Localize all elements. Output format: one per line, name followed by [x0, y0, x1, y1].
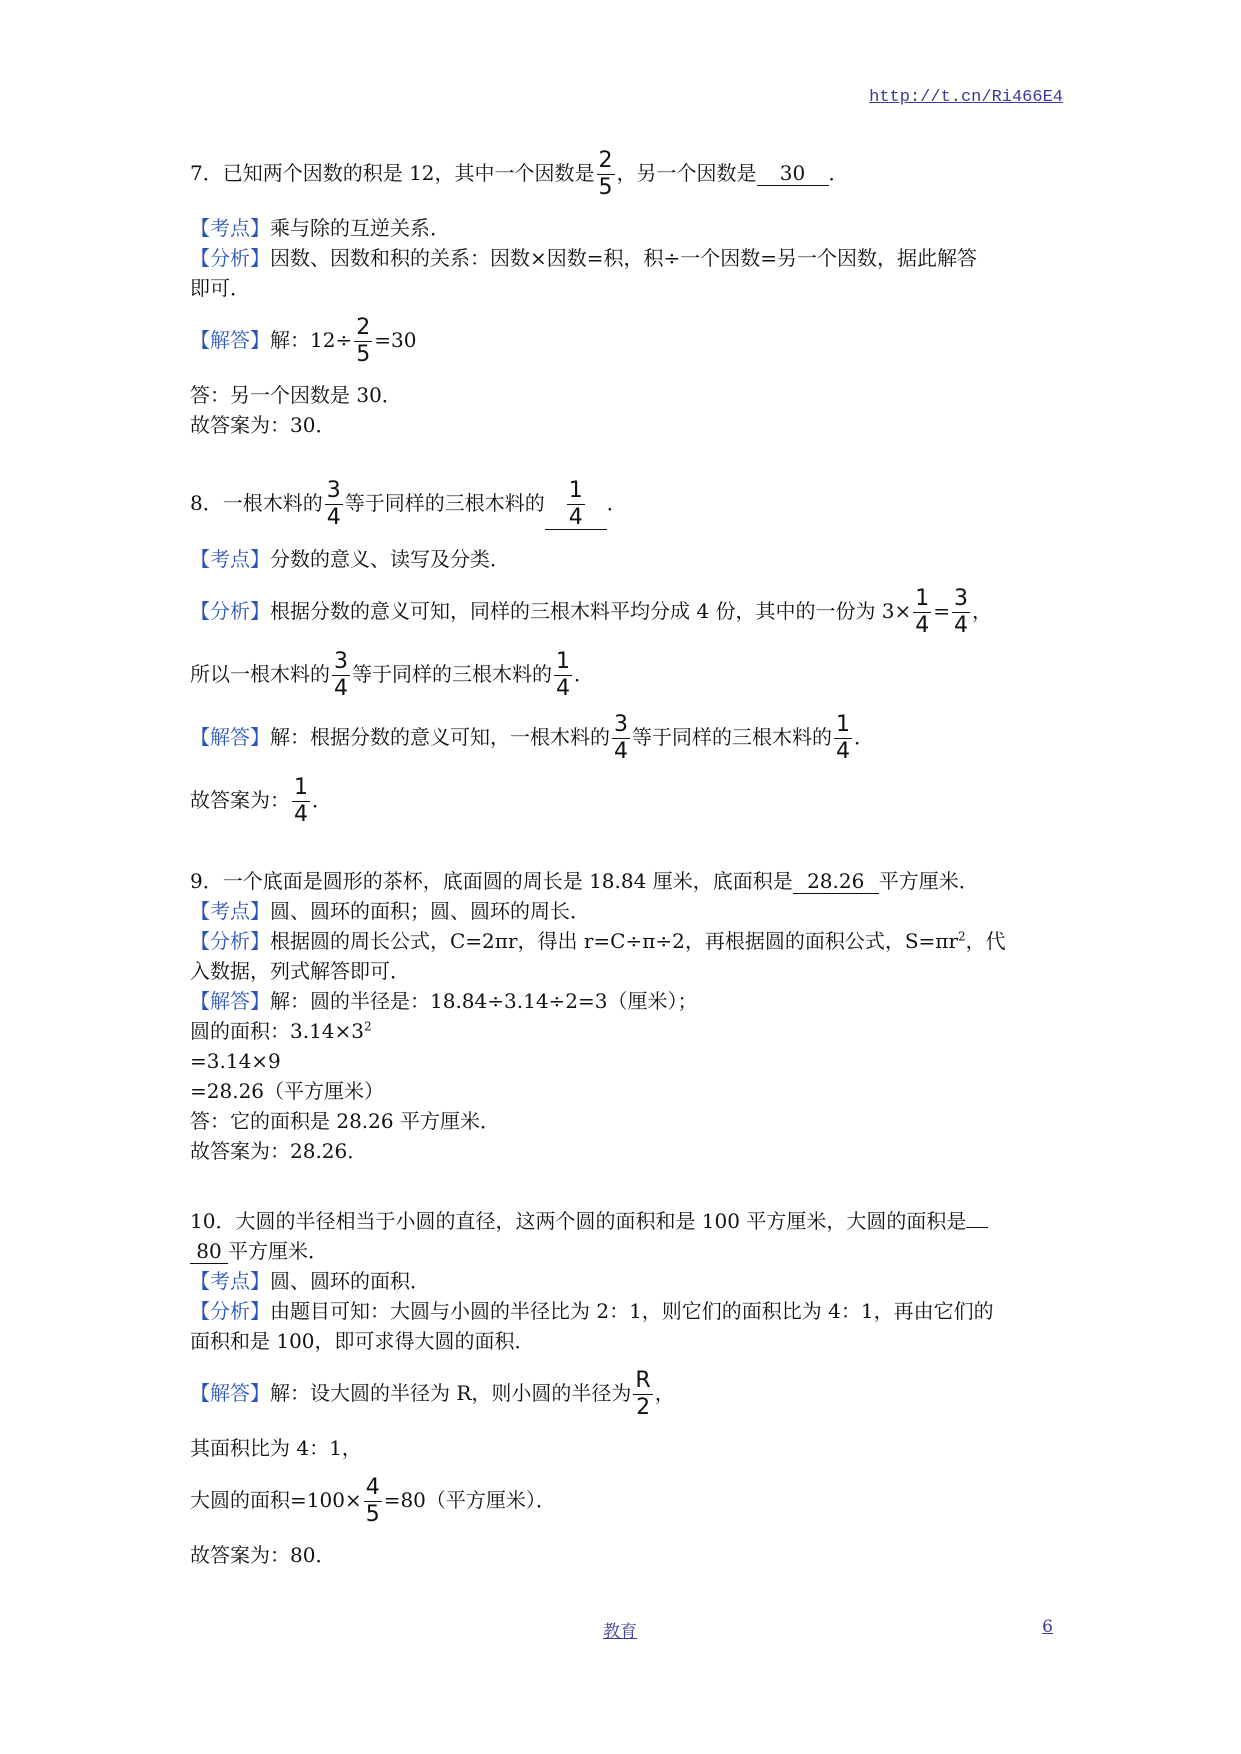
q10-step-1: 其面积比为 4：1， [190, 1436, 362, 1460]
kaodian-label: 【考点】 [190, 547, 270, 571]
kaodian-label: 【考点】 [190, 1269, 270, 1293]
header-url-link[interactable]: http://t.cn/Ri466E4 [869, 88, 1063, 107]
question-9 [190, 866, 1060, 1166]
fraction: $\frac{1}{4}$ [294, 775, 308, 827]
q9-jieda: 【解答】解：圆的半径是：18.84÷3.14÷2=3（厘米）； [190, 989, 698, 1013]
jieda-label: 【解答】 [190, 725, 270, 749]
q8-fenxi: 【分析】根据分数的意义可知，同样的三根木料平均分成 4 份，其中的一份为 3× $\frac{1}{4}$ = $\frac{3}{4}$ ， [190, 586, 993, 638]
q9-step-1: 圆的面积：$3.14\times 3^2$ [190, 1019, 372, 1043]
q10-stem: 10．大圆的半径相当于小圆的直径，这两个圆的面积和是 100 平方厘米，大圆的面积是 [190, 1206, 1060, 1236]
fraction: $\frac{3}{4}$ [954, 586, 969, 638]
answer-blank: 30 [757, 161, 829, 186]
q8-jieda: 【解答】解：根据分数的意义可知，一根木料的 $\frac{3}{4}$ 等于同样的三根木料的 $\frac{1}{4}$ ． [190, 712, 874, 764]
q9-step-2: =3.14×9 [190, 1049, 281, 1073]
q9-kaodian: 【考点】圆、圆环的面积；圆、圆环的周长． [190, 899, 590, 923]
jieda-label: 【解答】 [190, 1381, 270, 1405]
fraction: $\frac{4}{5}$ [365, 1475, 380, 1527]
fraction: $\frac{3}{4}$ [326, 478, 341, 530]
fenxi-label: 【分析】 [190, 1299, 270, 1323]
kaodian-label: 【考点】 [190, 216, 270, 240]
answer-blank: 80 [190, 1239, 228, 1264]
q9-stem: 9．一个底面是圆形的茶杯，底面圆的周长是 18.84 厘米，底面积是 28.26 平方厘米． [190, 869, 979, 893]
q8-stem: 8．一根木料的 $\frac{3}{4}$ 等于同样的三根木料的 $\frac{1}{4}$ ． [190, 478, 627, 530]
fraction: $\frac{2}{5}$ [598, 148, 613, 200]
q8-final-answer: 故答案为： $\frac{1}{4}$ ． [190, 775, 332, 827]
fraction: $\frac{R}{2}$ [635, 1368, 651, 1420]
fenxi-label: 【分析】 [190, 599, 270, 623]
kaodian-label: 【考点】 [190, 899, 270, 923]
fraction: $\frac{3}{4}$ [334, 649, 348, 701]
q7-stem: 7．已知两个因数的积是 12，其中一个因数是 $\frac{2}{5}$ ，另一个因数是 30 ． [190, 148, 849, 200]
q7-jieda: 【解答】解：12÷ $\frac{2}{5}$ =30 [190, 315, 417, 367]
question-10 [190, 1206, 1060, 1570]
q7-kaodian: 【考点】乘与除的互逆关系． [190, 216, 450, 240]
fraction: $\frac{2}{5}$ [356, 315, 371, 367]
footer-link[interactable]: 教育 [603, 1622, 637, 1642]
fraction: $\frac{1}{4}$ [836, 712, 850, 764]
fraction: $\frac{3}{4}$ [614, 712, 628, 764]
answer-blank: 28.26 [793, 869, 879, 894]
q7-fenxi: 【分析】因数、因数和积的关系：因数×因数=积，积÷一个因数=另一个因数，据此解答 [190, 246, 978, 270]
q10-final-answer: 故答案为：80． [190, 1543, 336, 1567]
jieda-label: 【解答】 [190, 989, 270, 1013]
q10-kaodian: 【考点】圆、圆环的面积． [190, 1269, 430, 1293]
q7-fenxi-cont: 即可． [190, 276, 250, 300]
q10-stem-cont: 80 平方厘米． [190, 1236, 1060, 1266]
question-8 [190, 480, 1060, 826]
answer-blank-start [966, 1227, 988, 1228]
page-number: 6 [1042, 1617, 1053, 1637]
q9-step-3: =28.26（平方厘米） [190, 1079, 385, 1103]
fenxi-label: 【分析】 [190, 246, 270, 270]
q10-fenxi: 【分析】由题目可知：大圆与小圆的半径比为 2：1，则它们的面积比为 4：1，再由它们的 [190, 1299, 994, 1323]
fenxi-label: 【分析】 [190, 929, 270, 953]
fraction: $\frac{1}{4}$ [915, 586, 930, 638]
answer-blank [545, 480, 607, 530]
question-7 [190, 150, 1060, 440]
q9-final-answer: 故答案为：28.26． [190, 1139, 368, 1163]
q9-fenxi: 【分析】根据圆的周长公式，C=2πr，得出 r=C÷π÷2，再根据圆的面积公式，$S=\pi r^2$，代 [190, 929, 1006, 953]
q8-fenxi-cont: 所以一根木料的 $\frac{3}{4}$ 等于同样的三根木料的 $\frac{1}{4}$ ． [190, 649, 594, 701]
q7-answer: 答：另一个因数是 30． [190, 383, 402, 407]
q10-step-2: 大圆的面积=100× $\frac{4}{5}$ =80（平方厘米）． [190, 1475, 556, 1527]
fraction: $\frac{1}{4}$ [556, 649, 570, 701]
jieda-label: 【解答】 [190, 328, 270, 352]
q10-fenxi-cont: 面积和是 100，即可求得大圆的面积． [190, 1329, 535, 1353]
document-content [190, 150, 1060, 1570]
q7-final-answer: 故答案为：30． [190, 413, 336, 437]
q9-fenxi-cont: 入数据，列式解答即可． [190, 959, 410, 983]
fraction: $\frac{1}{4}$ [568, 478, 583, 530]
q8-kaodian: 【考点】分数的意义、读写及分类． [190, 547, 510, 571]
q10-jieda: 【解答】解：设大圆的半径为 R，则小圆的半径为 $\frac{R}{2}$ ， [190, 1368, 675, 1420]
q9-answer: 答：它的面积是 28.26 平方厘米． [190, 1109, 500, 1133]
